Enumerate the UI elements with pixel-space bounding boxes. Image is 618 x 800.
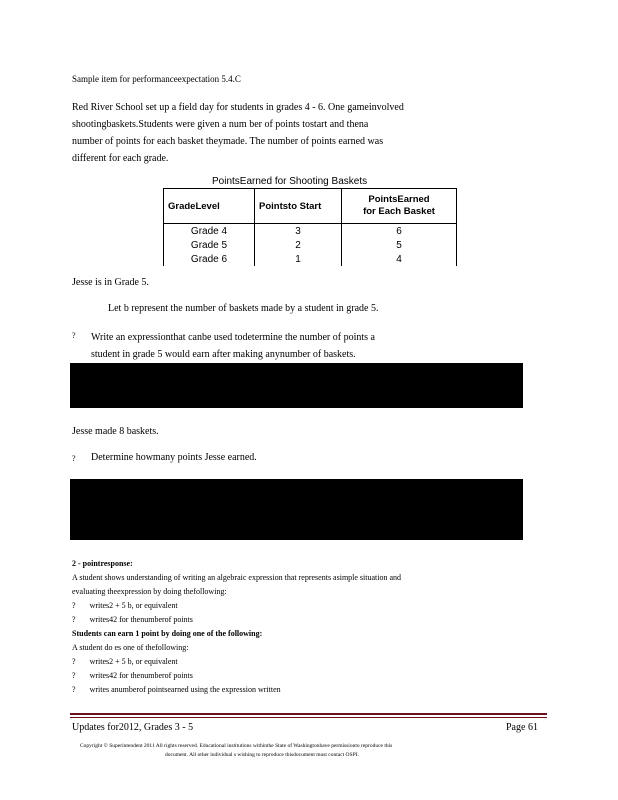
- sample-item-label: Sample item for performanceexpectation 5.4.C: [72, 74, 241, 84]
- table-cell: 4: [342, 252, 457, 266]
- rubric-item: [72, 683, 552, 697]
- points-table: [163, 188, 457, 266]
- rubric-line: evaluating theexpression by doing thefollowing:: [72, 587, 227, 596]
- intro-paragraph: [72, 99, 404, 167]
- rubric-item-text: writes2 + 5 b, or equivalent: [89, 657, 178, 666]
- table-row: [164, 238, 457, 252]
- question1: [91, 329, 375, 363]
- table-header: PointsEarned for Each Basket: [342, 189, 457, 224]
- table-cell: 1: [255, 252, 342, 266]
- rubric-item-text: writes2 + 5 b, or equivalent: [89, 601, 178, 610]
- let-b-text: Let b represent the number of baskets made by a student in grade 5.: [108, 303, 379, 314]
- copyright-line: Copyright © Superintendent 2011 All rights reserved. Educational institutions withinthe State of Washingtonhave permissionto reproduce this: [80, 743, 393, 749]
- intro-line: shootingbaskets.Students were given a num ber of points tostart and thena: [72, 119, 369, 130]
- bullet: ?: [72, 657, 76, 666]
- bullet: ?: [72, 671, 76, 680]
- jesse-made-text: Jesse made 8 baskets.: [72, 426, 159, 437]
- footer-rule: [70, 717, 547, 718]
- rubric: [72, 557, 552, 697]
- rubric-item-text: writes42 for thenumberof points: [89, 671, 193, 680]
- bullet: ?: [72, 615, 76, 624]
- footer-left: Updates for2012, Grades 3 - 5: [72, 722, 194, 733]
- rubric-heading: 2 - pointresponse:: [72, 559, 133, 568]
- table-cell: 2: [255, 238, 342, 252]
- page-number: Page 61: [506, 722, 538, 733]
- copyright-line: document. All other individual s wishing to reproduce thisdocument must contact OSPI.: [165, 752, 359, 758]
- bullet: ?: [72, 601, 76, 610]
- table-cell: 6: [342, 224, 457, 239]
- rubric-item: [72, 669, 552, 683]
- rubric-item-text: writes42 for thenumberof points: [89, 615, 193, 624]
- intro-line: Red River School set up a field day for students in grades 4 - 6. One gameinvolved: [72, 102, 404, 113]
- table-row: [164, 252, 457, 266]
- table-cell: Grade 5: [164, 238, 255, 252]
- bullet: ?: [72, 685, 76, 694]
- rubric-item: [72, 599, 552, 613]
- table-row: [164, 224, 457, 239]
- question1-line: Write an expressionthat canbe used todetermine the number of points a: [91, 332, 375, 343]
- table-cell: 3: [255, 224, 342, 239]
- table-header: GradeLevel: [164, 189, 255, 224]
- table-cell: 5: [342, 238, 457, 252]
- redacted-answer-box: [70, 363, 523, 408]
- question1-bullet: ?: [72, 331, 76, 340]
- table-cell: Grade 6: [164, 252, 255, 266]
- question2-text: Determine howmany points Jesse earned.: [91, 452, 257, 463]
- question2-bullet: ?: [72, 454, 76, 463]
- jesse-grade-text: Jesse is in Grade 5.: [72, 277, 149, 288]
- redacted-answer-box: [70, 479, 523, 540]
- intro-line: different for each grade.: [72, 153, 169, 164]
- table-cell: Grade 4: [164, 224, 255, 239]
- rubric-line: A student shows understanding of writing an algebraic expression that represents asimple situation and: [72, 573, 402, 582]
- footer-rule: [70, 713, 547, 715]
- rubric-item-text: writes anumberof pointsearned using the expression written: [89, 685, 281, 694]
- rubric-item: [72, 655, 552, 669]
- rubric-item: [72, 613, 552, 627]
- intro-line: number of points for each basket theymade. The number of points earned was: [72, 136, 384, 147]
- rubric-line: A student do es one of thefollowing:: [72, 643, 189, 652]
- rubric-one-point: Students can earn 1 point by doing one of the following:: [72, 629, 263, 638]
- table-header: Pointsto Start: [255, 189, 342, 224]
- table-title: PointsEarned for Shooting Baskets: [212, 176, 368, 187]
- question1-line: student in grade 5 would earn after making anynumber of baskets.: [91, 349, 356, 360]
